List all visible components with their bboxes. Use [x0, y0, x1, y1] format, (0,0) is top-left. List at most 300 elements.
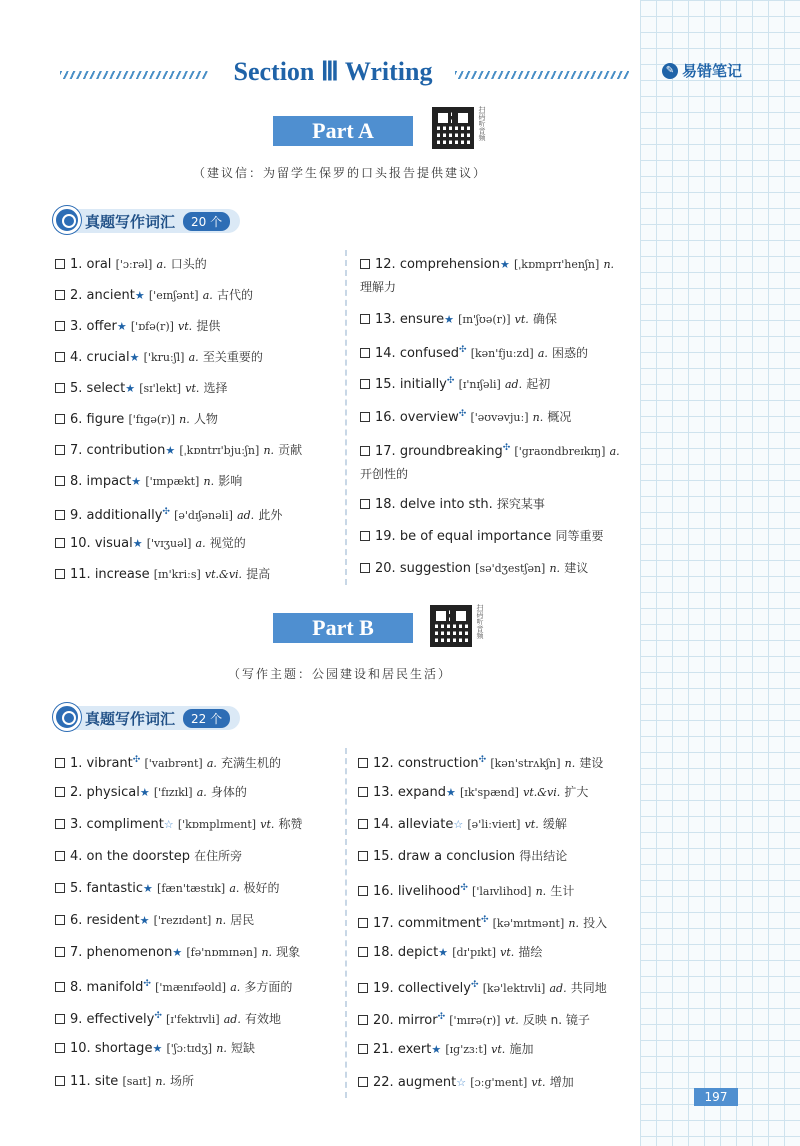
entry-number: 1. — [70, 756, 87, 771]
phonetic: [sə'dʒestʃən] — [475, 562, 546, 575]
entry-number: 8. — [70, 980, 87, 995]
checkbox[interactable] — [360, 259, 370, 269]
checkbox[interactable] — [360, 531, 370, 541]
qr-code-icon[interactable] — [432, 107, 474, 149]
chinese-meaning: 概况 — [547, 410, 572, 424]
part-b-banner: Part B — [273, 613, 413, 643]
entry-word: physical — [86, 785, 140, 800]
checkbox[interactable] — [360, 563, 370, 573]
vocab-entry — [55, 974, 292, 998]
entry-word: contribution — [86, 443, 166, 458]
chinese-meaning: 缓解 — [542, 817, 567, 831]
phonetic: ['fɪzɪkl] — [153, 786, 193, 799]
entry-word: depict — [397, 945, 439, 960]
importance-mark-icon: ✣ — [471, 980, 479, 990]
checkbox[interactable] — [358, 918, 368, 928]
entry-word: livelihood — [397, 884, 461, 899]
checkbox[interactable] — [55, 290, 65, 300]
chinese-meaning: 开创性的 — [360, 467, 409, 481]
importance-mark-icon: ★ — [134, 289, 145, 302]
entry-number: 2. — [70, 288, 87, 303]
part-of-speech: n. — [179, 413, 190, 426]
checkbox[interactable] — [358, 886, 368, 896]
chinese-meaning: 理解力 — [360, 280, 397, 294]
entry-number: 2. — [70, 785, 87, 800]
phonetic: [kə'mɪtmənt] — [492, 917, 565, 930]
entry-number: 1. — [70, 257, 87, 272]
part-of-speech: a. — [195, 537, 206, 550]
entry-word: additionally — [86, 508, 163, 523]
entry-word: offer — [86, 319, 117, 334]
checkbox[interactable] — [55, 538, 65, 548]
chinese-meaning: 短缺 — [230, 1041, 255, 1055]
checkbox[interactable] — [360, 412, 370, 422]
entry-word: visual — [94, 536, 133, 551]
checkbox[interactable] — [55, 1043, 65, 1053]
chinese-meaning: 身体的 — [210, 785, 247, 799]
phonetic: [ɪ'fektɪvli] — [166, 1013, 220, 1026]
checkbox[interactable] — [358, 1044, 368, 1054]
page-number: 197 — [694, 1088, 738, 1106]
phonetic: [ɪn'ʃʊə(r)] — [458, 313, 511, 326]
entry-word: exert — [397, 1042, 432, 1057]
checkbox[interactable] — [55, 1014, 65, 1024]
entry-word: overview — [399, 410, 459, 425]
entry-number: 10. — [70, 1041, 95, 1056]
entry-number: 20. — [373, 1013, 398, 1028]
phonetic: ['rezɪdənt] — [153, 914, 212, 927]
entry-word: crucial — [86, 350, 130, 365]
vocab-entry — [360, 404, 571, 428]
importance-mark-icon: ★ — [165, 444, 176, 457]
vocab-entry — [55, 502, 282, 526]
entry-number: 7. — [70, 945, 87, 960]
vocab-count: 20 个 — [183, 212, 230, 231]
importance-mark-icon: ★ — [446, 786, 456, 799]
phonetic: ['laɪvlihʊd] — [472, 885, 532, 898]
checkbox[interactable] — [55, 1076, 65, 1086]
part-of-speech: vt. — [491, 1043, 506, 1056]
phonetic: ['eɪnʃənt] — [148, 289, 199, 302]
importance-mark-icon: ☆ — [453, 818, 464, 831]
entry-number: 12. — [375, 257, 400, 272]
vocab-entry — [55, 846, 242, 867]
part-a-subtitle: （建议信：为留学生保罗的口头报告提供建议） — [192, 166, 487, 180]
chinese-meaning: 人物 — [193, 412, 218, 426]
part-of-speech: n. — [203, 475, 215, 488]
checkbox[interactable] — [55, 510, 65, 520]
chinese-meaning: 建设 — [579, 756, 604, 770]
importance-mark-icon: ★ — [116, 320, 127, 333]
entry-number: 12. — [373, 756, 398, 771]
entry-word: commitment — [397, 916, 481, 931]
vocab-entry — [358, 782, 588, 803]
part-of-speech: a. — [156, 258, 167, 271]
vocab-label: 真题写作词汇 — [85, 212, 176, 231]
checkbox[interactable] — [55, 819, 65, 829]
entry-word: effectively — [86, 1012, 155, 1027]
entry-number: 4. — [70, 849, 87, 864]
vocab-entry — [360, 371, 550, 395]
checkbox[interactable] — [358, 947, 368, 957]
entry-word: alleviate — [397, 817, 454, 832]
importance-mark-icon: ✣ — [143, 979, 151, 989]
chinese-meaning: 施加 — [509, 1042, 534, 1056]
entry-number: 3. — [70, 817, 87, 832]
vocab-entry — [55, 440, 302, 461]
vocab-entry — [358, 1039, 533, 1060]
vocab-entry — [55, 285, 253, 306]
chinese-meaning: 口头的 — [170, 257, 207, 271]
checkbox[interactable] — [360, 314, 370, 324]
entry-number: 15. — [375, 377, 400, 392]
qr-note: 扫码听音频 — [478, 106, 486, 141]
vocab-entry — [55, 471, 242, 492]
entry-word: figure — [86, 412, 125, 427]
vocab-entry — [55, 316, 220, 337]
entry-word: ancient — [86, 288, 135, 303]
checkbox[interactable] — [358, 819, 368, 829]
vocab-entry — [55, 750, 281, 774]
part-of-speech: n. — [155, 1075, 166, 1088]
importance-mark-icon: ★ — [131, 475, 142, 488]
vocab-entry — [55, 910, 254, 931]
checkbox[interactable] — [55, 321, 65, 331]
checkbox[interactable] — [55, 414, 65, 424]
checkbox[interactable] — [360, 348, 370, 358]
phonetic: [sɪ'lekt] — [139, 382, 182, 395]
checkbox[interactable] — [358, 758, 368, 768]
chinese-meaning: 影响 — [218, 474, 243, 488]
vocab-entry — [358, 910, 607, 934]
entry-number: 14. — [375, 346, 400, 361]
part-of-speech: a. — [188, 351, 199, 364]
entry-number: 6. — [70, 913, 87, 928]
vocab-entry — [360, 558, 588, 579]
importance-mark-icon: ★ — [125, 382, 136, 395]
phonetic: [fə'nɒmɪnən] — [186, 946, 258, 959]
vocab-entry — [360, 309, 557, 330]
chinese-meaning: 增加 — [549, 1075, 574, 1089]
checkbox[interactable] — [358, 1077, 368, 1087]
chinese-meaning: 确保 — [532, 312, 557, 326]
chinese-meaning: 扩大 — [564, 785, 589, 799]
vocab-entry — [55, 1006, 281, 1030]
section-title: Section Ⅲ Writing — [233, 57, 433, 86]
part-of-speech: vt. — [524, 818, 539, 831]
header-hatch-right — [455, 71, 630, 79]
importance-mark-icon: ★ — [132, 537, 143, 550]
part-of-speech: a. — [230, 981, 241, 994]
importance-mark-icon: ★ — [129, 351, 140, 364]
vocab-entry — [55, 564, 270, 585]
checkbox[interactable] — [55, 476, 65, 486]
checkbox[interactable] — [358, 787, 368, 797]
vocab-entry — [358, 814, 567, 835]
chinese-meaning: 有效地 — [245, 1012, 282, 1026]
importance-mark-icon: ★ — [431, 1043, 442, 1056]
chinese-meaning: 在住所旁 — [194, 849, 243, 863]
checkbox[interactable] — [55, 883, 65, 893]
chinese-meaning: 反映 n. 镜子 — [522, 1013, 590, 1027]
importance-mark-icon: ✣ — [154, 1011, 162, 1021]
chinese-meaning: 描绘 — [518, 945, 543, 959]
checkbox[interactable] — [55, 569, 65, 579]
phonetic: [kə'lektɪvli] — [482, 982, 546, 995]
part-of-speech: n. — [549, 562, 561, 575]
chinese-meaning: 提高 — [246, 567, 271, 581]
phonetic: ['kɒmplɪment] — [177, 818, 257, 831]
vocab-entry — [55, 878, 280, 899]
entry-word: groundbreaking — [399, 444, 503, 459]
magnifier-icon — [53, 206, 81, 234]
pencil-icon: ✎ — [662, 63, 678, 79]
checkbox[interactable] — [358, 851, 368, 861]
chinese-meaning: 选择 — [203, 381, 228, 395]
vocab-entry — [358, 975, 607, 999]
part-of-speech: n. — [603, 258, 615, 271]
checkbox[interactable] — [360, 446, 370, 456]
entry-number: 22. — [373, 1075, 398, 1090]
entry-word: mirror — [397, 1013, 438, 1028]
importance-mark-icon: ★ — [172, 946, 183, 959]
vocab-entry — [360, 340, 588, 364]
vocab-entry — [360, 526, 604, 547]
part-of-speech: n. — [535, 885, 547, 898]
section-header — [60, 55, 660, 95]
vocab-entry — [55, 1038, 255, 1059]
entry-word: draw a conclusion — [397, 849, 516, 864]
entry-number: 7. — [70, 443, 87, 458]
chinese-meaning: 得出结论 — [519, 849, 568, 863]
vocab-entry — [358, 878, 574, 902]
phonetic: ['vaɪbrənt] — [144, 757, 203, 770]
entry-number: 14. — [373, 817, 398, 832]
phonetic: [ə'liːvieɪt] — [467, 818, 521, 831]
entry-number: 18. — [375, 497, 400, 512]
importance-mark-icon: ✣ — [480, 915, 489, 925]
entry-number: 3. — [70, 319, 87, 334]
entry-word: augment — [397, 1075, 457, 1090]
chinese-meaning: 古代的 — [216, 288, 253, 302]
entry-word: vibrant — [86, 756, 133, 771]
vocab-entry — [55, 254, 207, 275]
phonetic: [ɔːg'ment] — [470, 1076, 528, 1089]
header-hatch-left — [60, 71, 208, 79]
phonetic: ['əʊvəvjuː] — [470, 411, 529, 424]
vocab-entry — [358, 1007, 590, 1031]
entry-number: 6. — [70, 412, 87, 427]
chinese-meaning: 此外 — [258, 508, 283, 522]
phonetic: [ə'dɪʃənəli] — [174, 509, 233, 522]
notes-label: 易错笔记 — [682, 62, 743, 80]
chinese-meaning: 贡献 — [278, 443, 303, 457]
entry-word: compliment — [86, 817, 164, 832]
checkbox[interactable] — [360, 379, 370, 389]
part-b-subtitle: （写作主题：公园建设和居民生活） — [227, 667, 452, 681]
phonetic: ['fɪgə(r)] — [128, 413, 176, 426]
entry-word: site — [94, 1074, 119, 1089]
part-of-speech: a. — [609, 445, 620, 458]
part-b-vocab-header — [55, 704, 240, 732]
entry-number: 13. — [373, 785, 398, 800]
phonetic: [ˌkɒntrɪ'bjuːʃn] — [179, 444, 260, 457]
checkbox[interactable] — [55, 787, 65, 797]
part-of-speech: ad. — [504, 378, 523, 391]
phonetic: ['ʃɔːtɪdʒ] — [166, 1042, 213, 1055]
entry-word: suggestion — [399, 561, 472, 576]
phonetic: [ɪk'spænd] — [460, 786, 519, 799]
entry-number: 8. — [70, 474, 87, 489]
part-of-speech: n. — [564, 757, 576, 770]
entry-number: 5. — [70, 381, 87, 396]
phonetic: [dɪ'pɪkt] — [452, 946, 496, 959]
importance-mark-icon: ✣ — [502, 443, 511, 453]
vocab-entry — [358, 846, 567, 867]
part-of-speech: vt. — [504, 1014, 519, 1027]
column-divider — [345, 250, 347, 585]
chinese-meaning: 生计 — [550, 884, 575, 898]
vocab-entry — [55, 533, 246, 554]
vocab-entry — [55, 814, 303, 835]
vocab-entry — [55, 409, 218, 430]
part-of-speech: n. — [261, 946, 273, 959]
importance-mark-icon: ★ — [438, 946, 449, 959]
phonetic: [ˌkɒmprɪ'henʃn] — [513, 258, 600, 271]
chinese-meaning: 场所 — [170, 1074, 195, 1088]
vocab-entry — [55, 782, 247, 803]
phonetic: [ɪg'zɜːt] — [445, 1043, 488, 1056]
part-of-speech: vt. — [531, 1076, 546, 1089]
chinese-meaning: 充满生机的 — [221, 756, 282, 770]
checkbox[interactable] — [55, 915, 65, 925]
part-of-speech: a. — [229, 882, 240, 895]
vocab-entry — [55, 1071, 194, 1092]
chinese-meaning: 共同地 — [570, 981, 607, 995]
part-of-speech: vt. — [500, 946, 515, 959]
vocab-entry — [358, 1072, 574, 1093]
importance-mark-icon: ★ — [139, 914, 150, 927]
checkbox[interactable] — [55, 947, 65, 957]
entry-number: 18. — [373, 945, 398, 960]
entry-number: 9. — [70, 1012, 87, 1027]
phonetic: [kən'fjuːzd] — [470, 347, 534, 360]
notes-tag — [662, 60, 742, 81]
part-of-speech: n. — [216, 1042, 227, 1055]
chinese-meaning: 至关重要的 — [202, 350, 263, 364]
entry-word: be of equal importance — [399, 529, 552, 544]
part-of-speech: vt. — [260, 818, 275, 831]
phonetic: ['graʊndbreɪkɪŋ] — [514, 445, 606, 458]
chinese-meaning: 困惑的 — [552, 346, 589, 360]
chinese-meaning: 同等重要 — [555, 529, 604, 543]
importance-mark-icon: ✣ — [459, 345, 467, 355]
chinese-meaning: 视觉的 — [209, 536, 246, 550]
qr-code-icon[interactable] — [430, 605, 472, 647]
entry-number: 11. — [70, 567, 95, 582]
phonetic: ['mɪrə(r)] — [449, 1014, 501, 1027]
checkbox[interactable] — [55, 352, 65, 362]
entry-number: 9. — [70, 508, 87, 523]
entry-word: fantastic — [86, 881, 144, 896]
phonetic: [ɪ'nɪʃəli] — [458, 378, 501, 391]
part-of-speech: a. — [202, 289, 213, 302]
checkbox[interactable] — [55, 982, 65, 992]
chinese-meaning: 多方面的 — [244, 980, 293, 994]
part-of-speech: n. — [568, 917, 579, 930]
chinese-meaning: 现象 — [276, 945, 301, 959]
qr-note: 扫码听音频 — [476, 604, 484, 639]
part-of-speech: ad. — [549, 982, 567, 995]
chinese-meaning: 居民 — [230, 913, 255, 927]
checkbox[interactable] — [55, 851, 65, 861]
chinese-meaning: 称赞 — [278, 817, 303, 831]
entry-word: comprehension — [399, 257, 500, 272]
part-of-speech: n. — [215, 914, 227, 927]
importance-mark-icon: ✣ — [478, 755, 487, 765]
importance-mark-icon: ☆ — [456, 1076, 467, 1089]
entry-word: confused — [399, 346, 459, 361]
entry-number: 17. — [375, 444, 400, 459]
checkbox[interactable] — [55, 445, 65, 455]
part-of-speech: vt.&vi. — [204, 568, 243, 581]
importance-mark-icon: ✣ — [446, 376, 455, 386]
chinese-meaning: 建议 — [564, 561, 589, 575]
checkbox[interactable] — [360, 499, 370, 509]
part-of-speech: vt. — [178, 320, 193, 333]
chinese-meaning: 起初 — [526, 377, 551, 391]
vocab-entry — [360, 254, 630, 299]
entry-word: increase — [94, 567, 150, 582]
part-of-speech: a. — [537, 347, 548, 360]
importance-mark-icon: ✣ — [162, 507, 170, 517]
importance-mark-icon: ✣ — [460, 883, 468, 893]
checkbox[interactable] — [55, 259, 65, 269]
entry-number: 17. — [373, 916, 398, 931]
part-of-speech: n. — [532, 411, 544, 424]
vocab-entry — [358, 750, 603, 774]
importance-mark-icon: ★ — [499, 258, 510, 271]
entry-word: oral — [86, 257, 112, 272]
part-of-speech: ad. — [237, 509, 255, 522]
entry-number: 4. — [70, 350, 87, 365]
importance-mark-icon: ★ — [152, 1042, 163, 1055]
checkbox[interactable] — [358, 983, 368, 993]
importance-mark-icon: ✣ — [458, 409, 467, 419]
vocab-entry — [360, 437, 630, 486]
entry-number: 15. — [373, 849, 398, 864]
entry-word: impact — [86, 474, 132, 489]
checkbox[interactable] — [55, 758, 65, 768]
phonetic: [kən'strʌkʃn] — [490, 757, 561, 770]
part-of-speech: a. — [196, 786, 207, 799]
entry-number: 5. — [70, 881, 87, 896]
entry-word: resident — [86, 913, 140, 928]
chinese-meaning: 探究某事 — [496, 497, 545, 511]
vocab-entry — [55, 347, 263, 368]
entry-word: initially — [399, 377, 447, 392]
entry-word: select — [86, 381, 126, 396]
checkbox[interactable] — [55, 383, 65, 393]
magnifier-icon — [53, 703, 81, 731]
entry-number: 19. — [373, 981, 398, 996]
chinese-meaning: 极好的 — [243, 881, 280, 895]
chinese-meaning: 投入 — [583, 916, 608, 930]
entry-word: construction — [397, 756, 479, 771]
phonetic: ['vɪʒuəl] — [146, 537, 192, 550]
entry-number: 20. — [375, 561, 400, 576]
checkbox[interactable] — [358, 1015, 368, 1025]
